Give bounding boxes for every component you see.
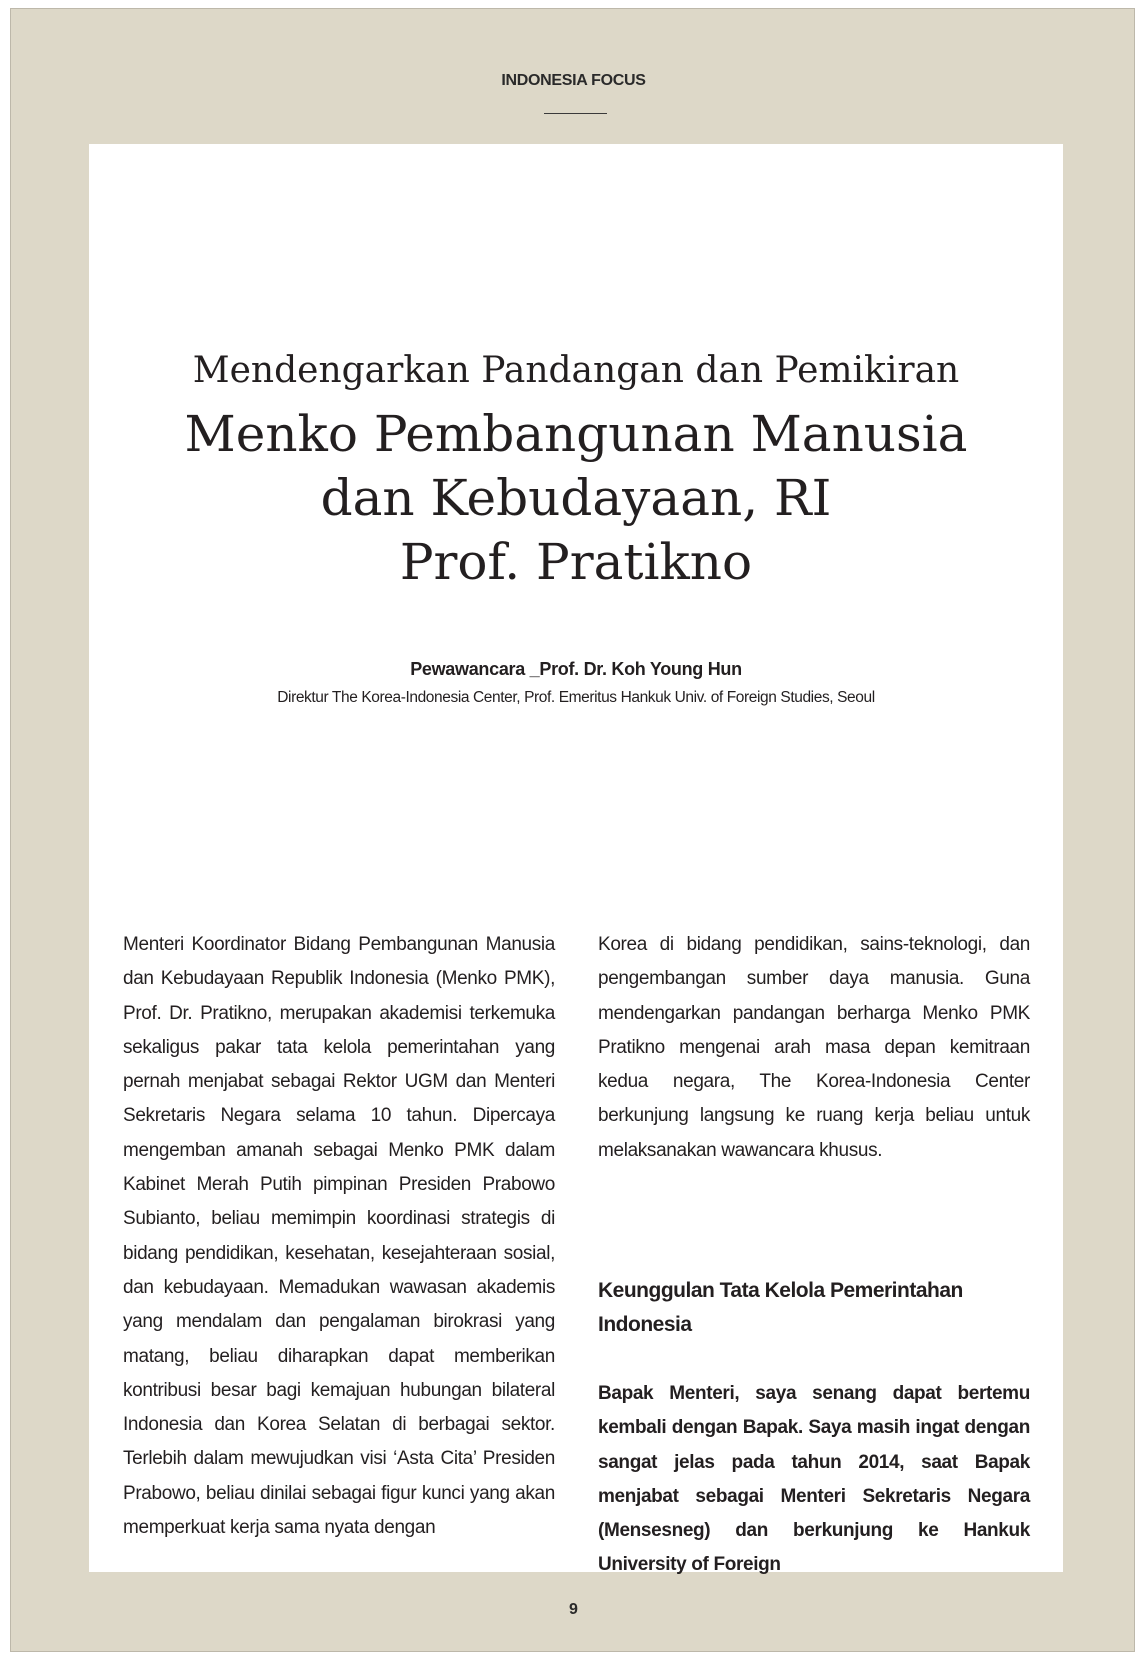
interviewer-byline: Pewawancara _Prof. Dr. Koh Young Hun bbox=[410, 659, 742, 679]
header-divider bbox=[544, 113, 607, 114]
interviewer-affiliation: Direktur The Korea-Indonesia Center, Prof. Emeritus Hankuk Univ. of Foreign Studies, Seoul bbox=[277, 689, 875, 706]
article-title bbox=[89, 402, 1063, 594]
interview-question: Bapak Menteri, saya senang dapat bertemu kembali dengan Bapak. Saya masih ingat dengan sangat jelas pada tahun 2014, saat Bapak menjabat sebagai Menteri Sekretaris Negara (Mensesneg) dan berkunjung ke Hankuk University of Foreign bbox=[598, 1383, 1030, 1576]
article-title-line-3: Prof. Pratikno bbox=[399, 533, 753, 591]
running-header: INDONESIA FOCUS bbox=[501, 72, 646, 89]
section-heading: Keunggulan Tata Kelola Pemerintahan Indonesia bbox=[598, 1279, 963, 1336]
page-number: 9 bbox=[569, 1601, 578, 1618]
body-column-left: Menteri Koordinator Bidang Pembangunan Manusia dan Kebudayaan Republik Indonesia (Menko PMK), Prof. Dr. Pratikno, merupakan akademisi terkemuka sekaligus pakar tata kelola pemerintahan yang pernah menjabat sebagai Rektor UGM dan Menteri Sekretaris Negara selama 10 tahun. Dipercaya mengemban amanah sebagai Menko PMK dalam Kabinet Merah Putih pimpinan Presiden Prabowo Subianto, beliau memimpin koordinasi strategis di bidang pendidikan, kesehatan, kesejahteraan sosial, dan kebudayaan. Memadukan wawasan akademis yang mendalam dan pengalaman birokrasi yang matang, beliau diharapkan dapat memberikan kontribusi besar bagi kemajuan hubungan bilateral Indonesia dan Korea Selatan di berbagai sektor. Terlebih dalam mewujudkan visi ‘Asta Cita’ Presiden Prabowo, beliau dinilai sebagai figur kunci yang akan memperkuat kerja sama nyata dengan bbox=[123, 934, 555, 1539]
article-title-line-1: Menko Pembangunan Manusia bbox=[184, 405, 968, 463]
article-kicker: Mendengarkan Pandangan dan Pemikiran bbox=[192, 350, 960, 391]
body-column-right-intro: Korea di bidang pendidikan, sains-teknologi, dan pengembangan sumber daya manusia. Guna mendengarkan pandangan berharga Menko PMK Pratikno mengenai arah masa depan kemitraan kedua negara, The Korea-Indonesia Center berkunjung langsung ke ruang kerja beliau untuk melaksanakan wawancara khusus. bbox=[598, 934, 1030, 1161]
article-title-line-2: dan Kebudayaan, RI bbox=[320, 469, 832, 527]
